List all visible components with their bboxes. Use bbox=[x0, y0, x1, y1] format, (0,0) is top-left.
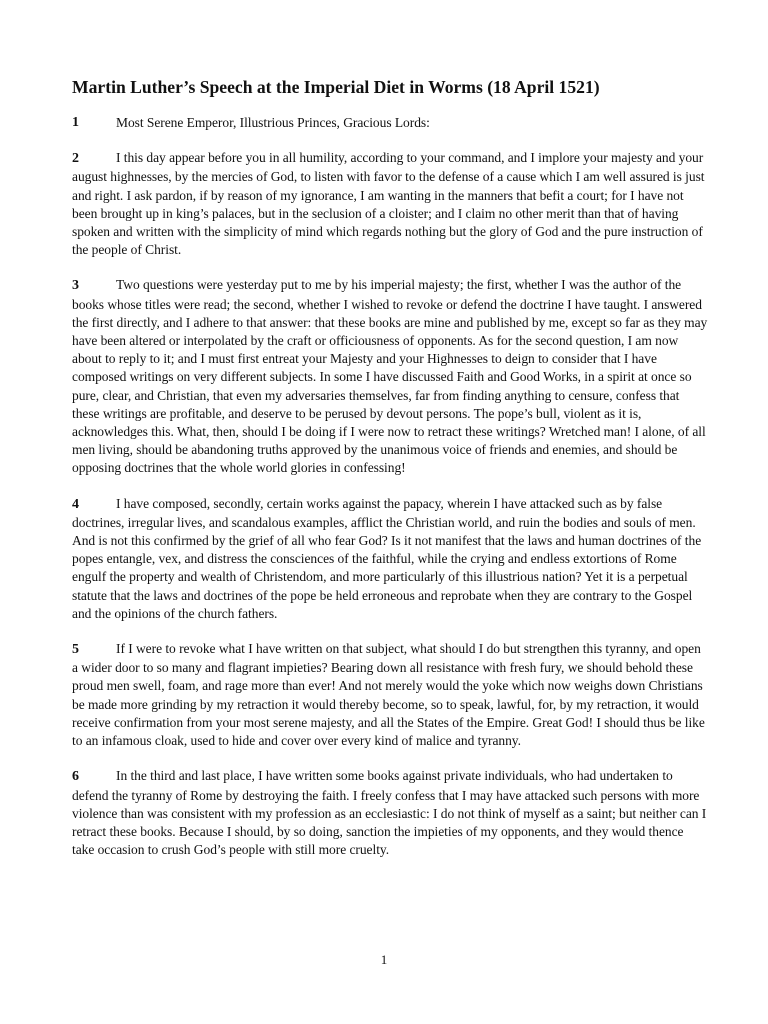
paragraph-number: 1 bbox=[72, 115, 79, 130]
paragraph-5 bbox=[72, 640, 708, 750]
paragraph-text: I this day appear before you in all humility, according to your command, and I implore your majesty and your august highnesses, by the mercies of God, to listen with favor to the defense of a cause which I am well assured is just and right. I ask pardon, if by reason of my ignorance, I am wanting in the manners that befit a court; for I have not been brought up in king’s palaces, but in the seclusion of a cloister; and I claim no other merit than that of having spoken and written with the simplicity of mind which regards nothing but the glory of God and the pure instruction of the people of Christ. bbox=[72, 150, 705, 258]
paragraph-number: 4 bbox=[72, 496, 79, 512]
paragraph-1 bbox=[72, 114, 708, 132]
paragraph-text: Two questions were yesterday put to me by his imperial majesty; the first, whether I was the author of the books whose titles were read; the second, whether I wished to revoke or defend the doctrine I have taught. I answered the first directly, and I adhere to that answer: that these books are mine and published by me, except so far as they may have been altered or interpolated by the craft or officiousness of opponents. As for the second question, I am now about to reply to it; and I must first entreat your Majesty and your Highnesses to deign to consider that I have composed writings on very different subjects. In some I have discussed Faith and Good Works, in a spirit at once so pure, clear, and Christian, that even my adversaries themselves, far from finding anything to censure, confess that these writings are profitable, and deserve to be perused by devout persons. The pope’s bull, violent as it is, acknowledges this. What, then, should I be doing if I were now to retract these writings? Wretched man! I alone, of all men living, should be abandoning truths approved by the unanimous voice of friends and enemies, and should be opposing doctrines that the whole world glories in confessing! bbox=[72, 277, 708, 476]
paragraph-4 bbox=[72, 495, 708, 623]
paragraph-text: I have composed, secondly, certain works against the papacy, wherein I have attacked such as by false doctrines, irregular lives, and scandalous examples, afflict the Christian world, and ruin the bodies and souls of men. And is not this confirmed by the grief of all who fear God? Is it not manifest that the laws and human doctrines of the popes entangle, vex, and distress the consciences of the faithful, while the crying and endless extortions of Rome engulf the property and wealth of Christendom, and more particularly of this illustrious nation? Yet it is a perpetual statute that the laws and doctrines of the pope be held erroneous and reprobate when they are contrary to the Gospel and the opinions of the church fathers. bbox=[72, 495, 702, 621]
paragraph-3 bbox=[72, 276, 708, 477]
page-number: 1 bbox=[380, 952, 388, 967]
paragraph-text: In the third and last place, I have written some books against private individuals, who had undertaken to defend the tyranny of Rome by destroying the faith. I freely confess that I may have attacked such persons with more violence than was consistent with my profession as an ecclesiastic: I do not think of myself as a saint; but neither can I retract these books. Because I should, by so doing, sanction the impieties of my opponents, and they would thence take occasion to crush God’s people with still more cruelty. bbox=[72, 768, 707, 858]
paragraph-number: 5 bbox=[72, 642, 79, 658]
document-title: Martin Luther’s Speech at the Imperial Diet in Worms (18 April 1521) bbox=[72, 77, 600, 97]
paragraph-6 bbox=[72, 767, 708, 859]
paragraph-number: 6 bbox=[72, 769, 79, 785]
paragraph-2 bbox=[72, 149, 708, 259]
paragraph-text: Most Serene Emperor, Illustrious Princes, Gracious Lords: bbox=[116, 115, 430, 130]
paragraph-text: If I were to revoke what I have written on that subject, what should I do but strengthen this tyranny, and open a wider door to so many and flagrant impieties? Bearing down all resistance with fresh fury, we should behold these proud men swell, foam, and rage more than ever! And not merely would the yoke which now weighs down Christians be made more grinding by my retraction it would thereby become, so to speak, lawful, for, by my retraction, it would receive confirmation from your most serene majesty, and all the States of the Empire. Great God! I should thus be like to an infamous cloak, used to hide and cover over every kind of malice and tyranny. bbox=[72, 641, 705, 749]
document-page bbox=[72, 76, 708, 876]
paragraph-number: 2 bbox=[72, 151, 79, 167]
paragraph-number: 3 bbox=[72, 278, 79, 294]
